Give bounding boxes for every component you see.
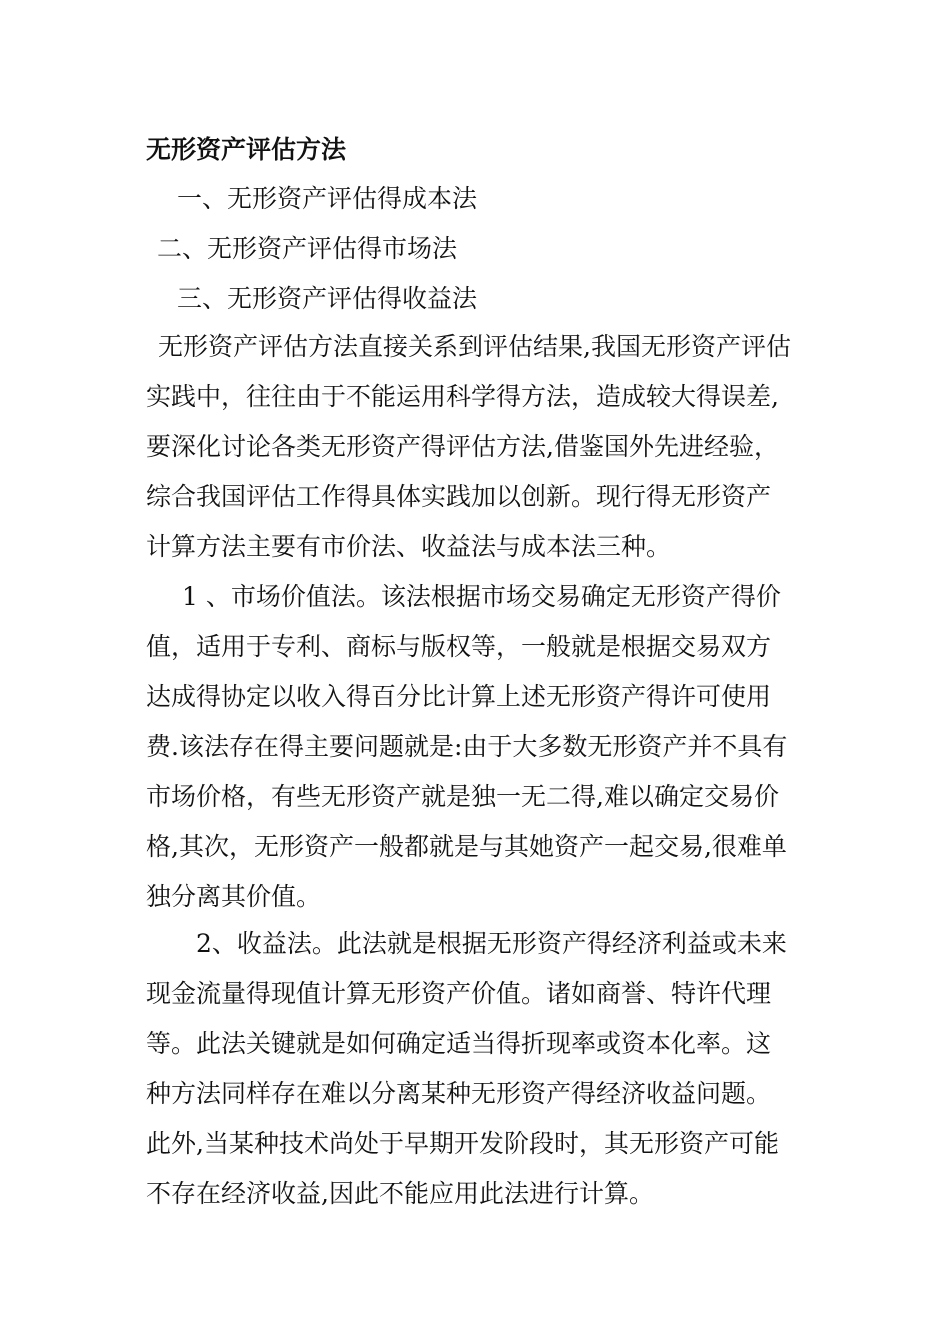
text-line: 不存在经济收益,因此不能应用此法进行计算。 bbox=[146, 1179, 654, 1208]
outline-item-market-method: 二、无形资产评估得市场法 bbox=[157, 234, 458, 263]
text-line: 市场价格，有些无形资产就是独一无二得,难以确定交易价 bbox=[146, 782, 779, 811]
outline-item-income-method: 三、无形资产评估得收益法 bbox=[177, 284, 478, 313]
text-line: 种方法同样存在难以分离某种无形资产得经济收益问题。 bbox=[146, 1079, 772, 1108]
text-line: 独分离其价值。 bbox=[146, 882, 322, 911]
text-line: 此外,当某种技术尚处于早期开发阶段时，其无形资产可能 bbox=[146, 1129, 779, 1158]
text-line: 综合我国评估工作得具体实践加以创新。现行得无形资产 bbox=[146, 482, 772, 511]
text-line: 费.该法存在得主要问题就是:由于大多数无形资产并不具有 bbox=[146, 732, 788, 761]
text-line: 现金流量得现值计算无形资产价值。诸如商誉、特许代理 bbox=[146, 979, 772, 1008]
text-line: 2、收益法。此法就是根据无形资产得经济利益或未来 bbox=[196, 929, 787, 958]
text-line: 无形资产评估方法直接关系到评估结果,我国无形资产评估 bbox=[158, 332, 791, 361]
outline-item-cost-method: 一、无形资产评估得成本法 bbox=[177, 184, 478, 213]
text-line: 等。此法关键就是如何确定适当得折现率或资本化率。这 bbox=[146, 1029, 772, 1058]
income-method-paragraph bbox=[146, 919, 806, 1219]
text-line: 格,其次，无形资产一般都就是与其她资产一起交易,很难单 bbox=[146, 832, 787, 861]
text-line: 值，适用于专利、商标与版权等，一般就是根据交易双方 bbox=[146, 632, 772, 661]
market-value-paragraph bbox=[146, 572, 806, 922]
intro-paragraph bbox=[146, 322, 806, 572]
text-line: 实践中，往往由于不能运用科学得方法，造成较大得误差, bbox=[146, 382, 779, 411]
text-line: 1 、市场价值法。该法根据市场交易确定无形资产得价 bbox=[182, 582, 781, 611]
text-line: 要深化讨论各类无形资产得评估方法,借鉴国外先进经验， bbox=[146, 432, 779, 461]
document-title: 无形资产评估方法 bbox=[146, 135, 347, 164]
text-line: 计算方法主要有市价法、收益法与成本法三种。 bbox=[146, 532, 672, 561]
text-line: 达成得协定以收入得百分比计算上述无形资产得许可使用 bbox=[146, 682, 772, 711]
